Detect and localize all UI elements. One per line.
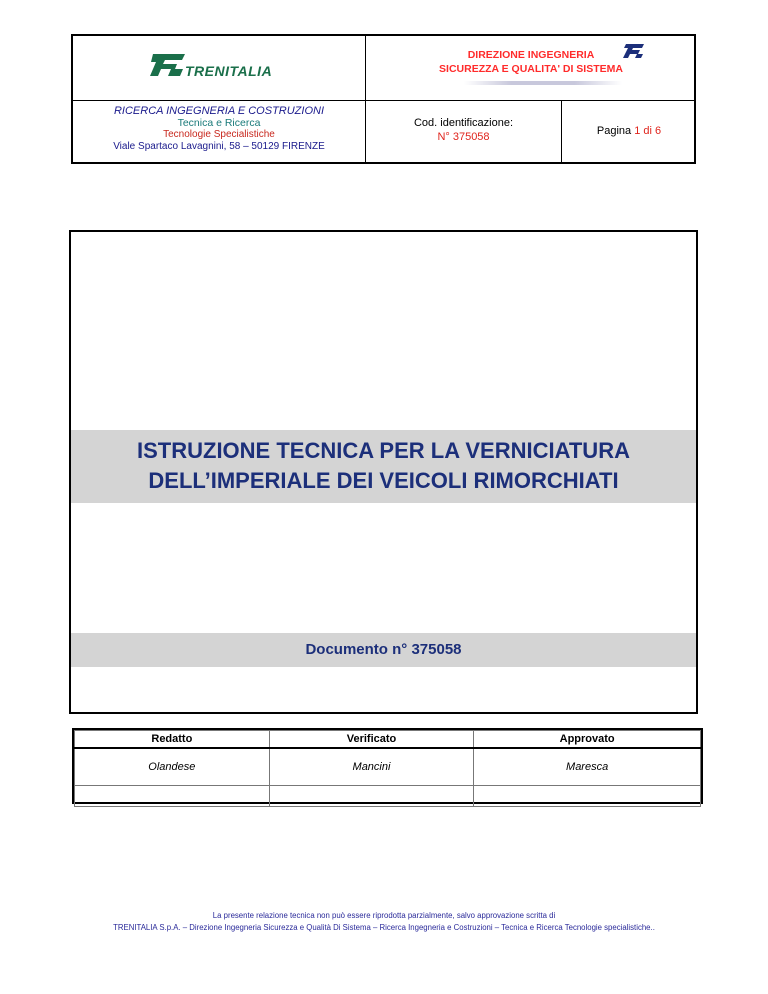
page-number: 1 di 6 xyxy=(634,125,662,137)
brand-name: TRENITALIA xyxy=(185,63,273,79)
decorative-underline xyxy=(464,81,622,85)
fs-logo-icon xyxy=(620,42,646,60)
direzione-subtitle: SICUREZZA E QUALITA' DI SISTEMA xyxy=(439,63,623,75)
footer-notice-line2: TRENITALIA S.p.A. – Direzione Ingegneria Sicurezza e Qualità Di Sistema – Ricerca Ingegneria e Costruzioni – Tecnica e Ricerca Tecnologie specialistiche.. xyxy=(113,923,655,932)
document-number: Documento n° 375058 xyxy=(71,633,696,667)
code-block xyxy=(366,101,561,179)
code-label: Cod. identificazione: xyxy=(413,117,514,129)
document-title-line1: ISTRUZIONE TECNICA PER LA VERNICIATURA xyxy=(137,438,630,463)
signature-table xyxy=(72,728,703,804)
footer-notice-line1: La presente relazione tecnica non può essere riprodotta parzialmente, salvo approvazione scritta di xyxy=(212,911,556,920)
name-verificato: Mancini xyxy=(269,748,474,786)
org-address: Viale Spartaco Lavagnini, 58 – 50129 FIRENZE xyxy=(113,141,325,152)
title-frame xyxy=(69,230,698,714)
empty-cell xyxy=(474,786,701,807)
header-approvato: Approvato xyxy=(474,731,701,749)
header-redatto: Redatto xyxy=(75,731,270,749)
org-subtitle: Tecnica e Ricerca xyxy=(177,117,261,129)
empty-cell xyxy=(269,786,474,807)
organization-block xyxy=(73,101,365,164)
trenitalia-logo xyxy=(73,36,365,100)
org-title: RICERCA INGEGNERIA E COSTRUZIONI xyxy=(113,105,325,117)
direzione-title: DIREZIONE INGEGNERIA xyxy=(467,49,595,61)
title-band xyxy=(71,430,696,503)
empty-cell xyxy=(75,786,270,807)
name-redatto: Olandese xyxy=(75,748,270,786)
code-value: N° 375058 xyxy=(437,131,490,143)
page-indicator xyxy=(562,101,696,188)
direzione-block xyxy=(366,36,696,100)
document-title-line2: DELL’IMPERIALE DEI VEICOLI RIMORCHIATI xyxy=(148,468,619,493)
trenitalia-mark-icon xyxy=(147,52,187,78)
header-verificato: Verificato xyxy=(269,731,474,749)
name-approvato: Maresca xyxy=(474,748,701,786)
org-unit: Tecnologie Specialistiche xyxy=(163,129,275,140)
page-prefix: Pagina xyxy=(596,125,635,137)
header-table xyxy=(71,34,696,164)
